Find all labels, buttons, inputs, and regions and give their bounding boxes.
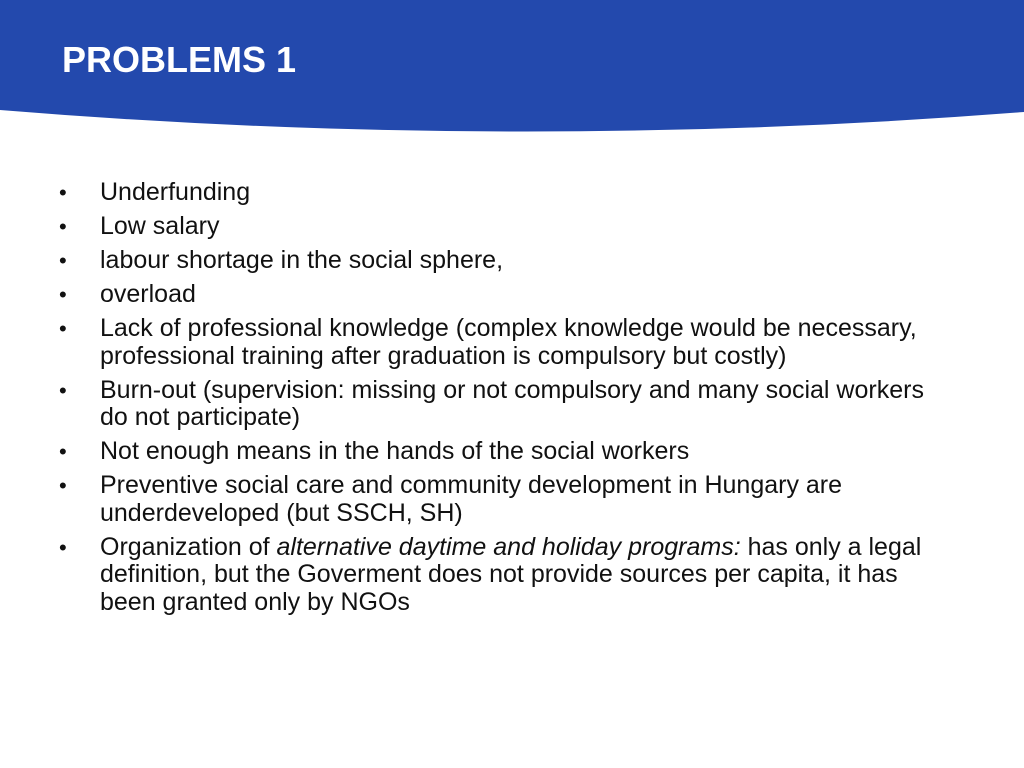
list-item: [0, 315, 1024, 370]
bullet-icon: •: [59, 534, 67, 560]
bullet-icon: •: [59, 377, 67, 403]
list-item-text: Lack of professional knowledge (complex knowledge would be necessary, professional training after graduation is compulsory but costly): [100, 314, 917, 370]
list-item: [0, 438, 1024, 466]
list-item: [0, 247, 1024, 275]
list-item-text: Preventive social care and community development in Hungary are underdeveloped (but SSCH, SH): [100, 471, 843, 527]
list-item-text-tail: has only a legal definition, but the Goverment does not provide sources per capita, it has been granted only by NGOs: [100, 532, 922, 616]
list-item-text: Burn-out (supervision: missing or not compulsory and many social workers do not participate): [100, 375, 924, 431]
list-item-text: Underfunding: [100, 178, 251, 206]
list-item: [0, 213, 1024, 241]
list-item-text: Not enough means in the hands of the social workers: [100, 437, 690, 465]
list-item-text: Low salary: [100, 212, 220, 240]
bullet-icon: •: [59, 214, 67, 239]
problem-list: [0, 179, 1024, 623]
list-item: [0, 281, 1024, 309]
bullet-icon: •: [59, 473, 67, 498]
list-item: [0, 472, 1024, 527]
list-item-text-lead: Organization of: [100, 532, 277, 561]
bullet-icon: •: [59, 439, 67, 464]
list-item-text: overload: [100, 280, 196, 308]
list-item-text: labour shortage in the social sphere,: [100, 246, 504, 274]
list-item: [0, 377, 1024, 432]
list-item-text-italic: alternative daytime and holiday programs:: [276, 532, 741, 561]
bullet-icon: •: [59, 316, 67, 341]
list-item: [0, 534, 1024, 617]
bullet-icon: •: [59, 248, 67, 273]
list-item: [0, 179, 1024, 207]
bullet-icon: •: [59, 180, 67, 205]
bullet-icon: •: [59, 282, 67, 307]
slide-title: PROBLEMS 1: [62, 39, 297, 80]
